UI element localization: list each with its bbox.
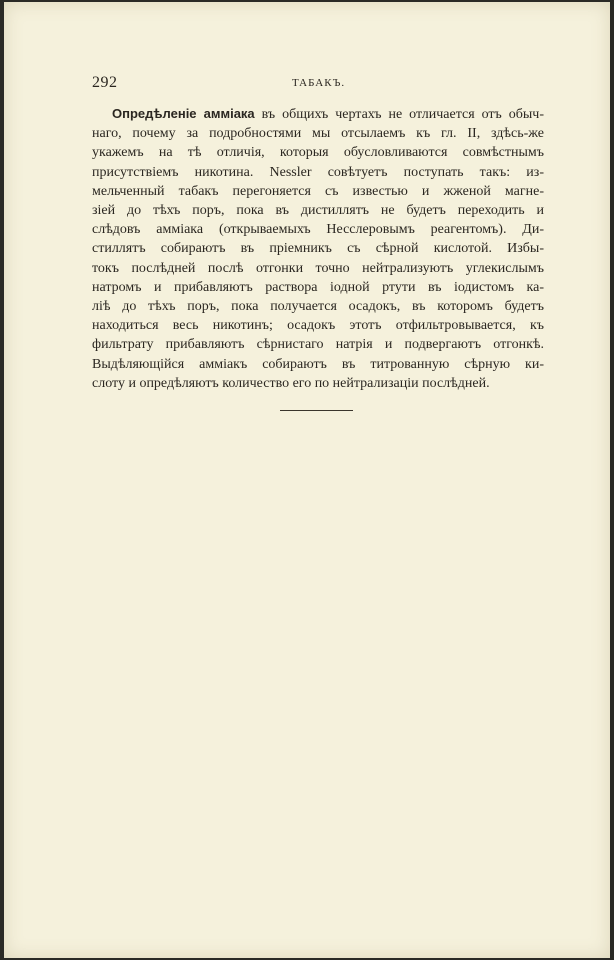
- book-page: [4, 2, 610, 958]
- bold-lead-term: Опредѣленіе амміака: [112, 106, 255, 121]
- text-line: зіей до тѣхъ поръ, пока въ дистиллятъ не будетъ переходить и: [92, 203, 544, 219]
- text-line: присутствіемъ никотина. Nessler совѣтуетъ поступать такъ: из-: [92, 164, 544, 180]
- text-line: наго, почему за подробностями мы отсылаемъ къ гл. II, здѣсь-же: [92, 126, 544, 142]
- running-title: ТАБАКЪ.: [292, 77, 346, 89]
- text-line: находиться весь никотинъ; осадокъ этотъ отфильтровывается, къ: [92, 318, 544, 334]
- section-divider: [280, 410, 353, 411]
- text-line-content: въ общихъ чертахъ не отличается отъ обыч-: [254, 107, 545, 122]
- text-line: стиллятъ собираютъ въ пріемникъ съ сѣрной кислотой. Избы-: [92, 241, 544, 257]
- text-line: мельченный табакъ перегоняется съ известью и жженой магне-: [92, 183, 544, 199]
- text-line: Выдѣляющійся амміакъ собираютъ въ титрованную сѣрную ки-: [92, 356, 544, 372]
- text-line: [92, 104, 544, 124]
- text-line: слѣдовъ амміака (открываемыхъ Несслеровымъ реагентомъ). Ди-: [92, 222, 544, 238]
- text-line: укажемъ на тѣ отличія, которыя обусловливаются совмѣстнымъ: [92, 145, 544, 161]
- text-line: токъ послѣдней послѣ отгонки точно нейтрализуютъ углекислымъ: [92, 260, 544, 276]
- text-line: фильтрату прибавляютъ сѣрнистаго натрія и подвергаютъ отгонкѣ.: [92, 337, 544, 353]
- body-paragraph: [92, 104, 544, 393]
- page-number: 292: [92, 74, 118, 91]
- text-line: ліѣ до тѣхъ поръ, пока получается осадокъ, въ которомъ будетъ: [92, 299, 544, 315]
- text-line: слоту и опредѣляютъ количество его по нейтрализаціи послѣдней.: [92, 375, 490, 391]
- page-header: [92, 74, 544, 96]
- text-line: натромъ и прибавляютъ раствора іодной ртути въ іодистомъ ка-: [92, 279, 544, 295]
